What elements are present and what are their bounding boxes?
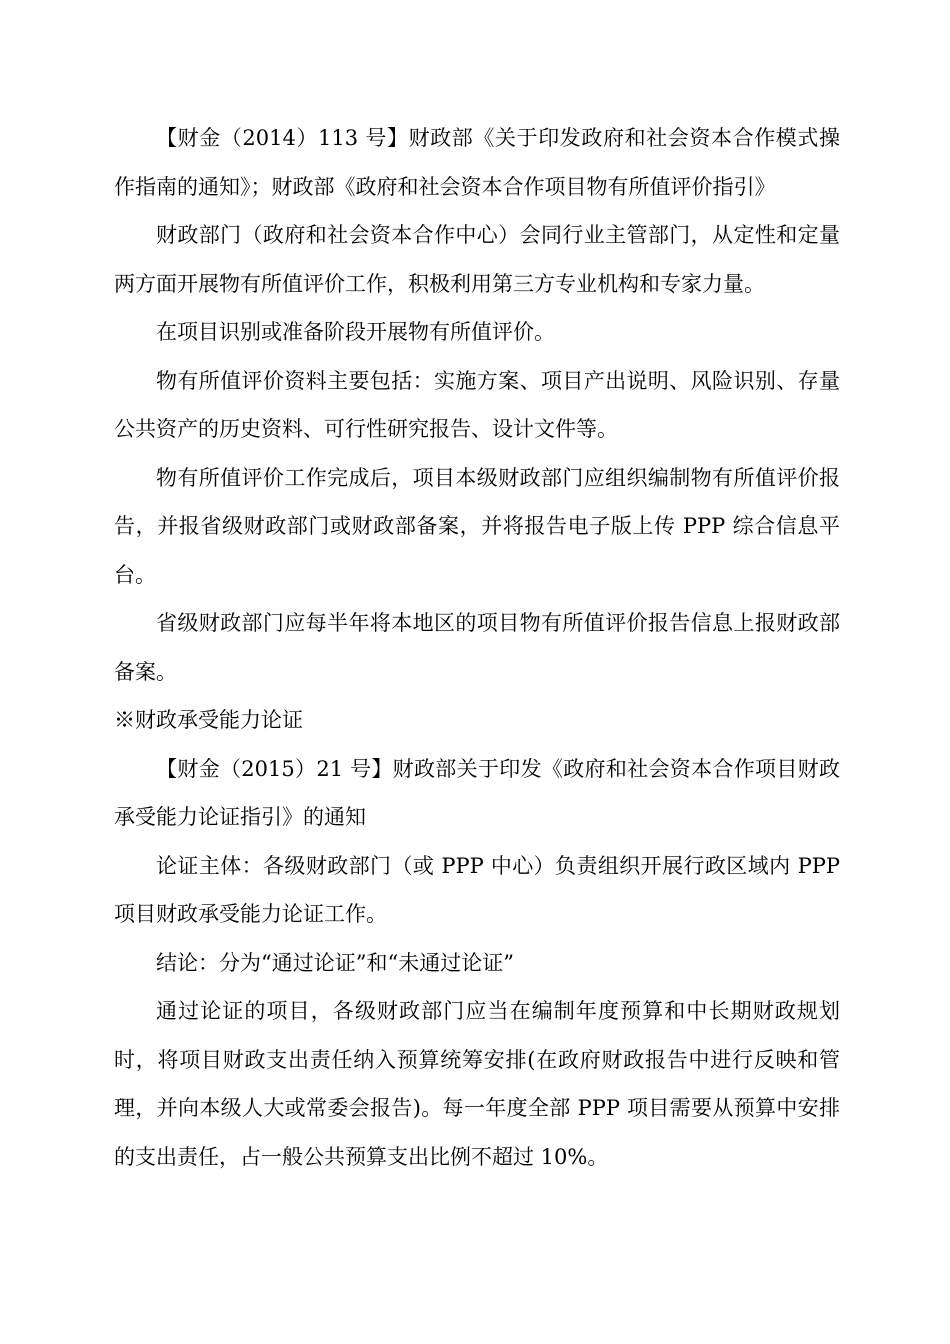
document-body <box>114 114 840 1181</box>
paragraph-budget-arrangement: 通过论证的项目，各级财政部门应当在编制年度预算和中长期财政规划时，将项目财政支出责任纳入预算统筹安排(在政府财政报告中进行反映和管理，并向本级人大或常委会报告)。每一年度全部 PPP 项目需要从预算中安排的支出责任，占一般公共预算支出比例不超过 10%。 <box>114 999 840 1169</box>
paragraph-evaluation-stage: 在项目识别或准备阶段开展物有所值评价。 <box>156 320 555 344</box>
paragraph-provincial-reporting: 省级财政部门应每半年将本地区的项目物有所值评价报告信息上报财政部备案。 <box>114 611 840 684</box>
section-heading-fiscal-capacity: ※财政承受能力论证 <box>114 708 303 732</box>
paragraph-policy-reference-2015: 【财金（2015）21 号】财政部关于印发《政府和社会资本合作项目财政承受能力论证指引》的通知 <box>114 756 840 829</box>
paragraph-evaluation-materials: 物有所值评价资料主要包括：实施方案、项目产出说明、风险识别、存量公共资产的历史资料、可行性研究报告、设计文件等。 <box>114 368 840 441</box>
paragraph-evaluation-report: 物有所值评价工作完成后，项目本级财政部门应组织编制物有所值评价报告，并报省级财政部门或财政部备案，并将报告电子版上传 PPP 综合信息平台。 <box>114 465 840 587</box>
paragraph-evaluation-organizer: 财政部门（政府和社会资本合作中心）会同行业主管部门，从定性和定量两方面开展物有所值评价工作，积极利用第三方专业机构和专家力量。 <box>114 223 840 296</box>
paragraph-assessment-subject: 论证主体：各级财政部门（或 PPP 中心）负责组织开展行政区域内 PPP 项目财政承受能力论证工作。 <box>114 853 840 926</box>
paragraph-assessment-conclusion: 结论：分为“通过论证”和“未通过论证” <box>156 950 514 975</box>
paragraph-policy-reference-2014: 【财金（2014）113 号】财政部《关于印发政府和社会资本合作模式操作指南的通知》；财政部《政府和社会资本合作项目物有所值评价指引》 <box>114 126 840 199</box>
